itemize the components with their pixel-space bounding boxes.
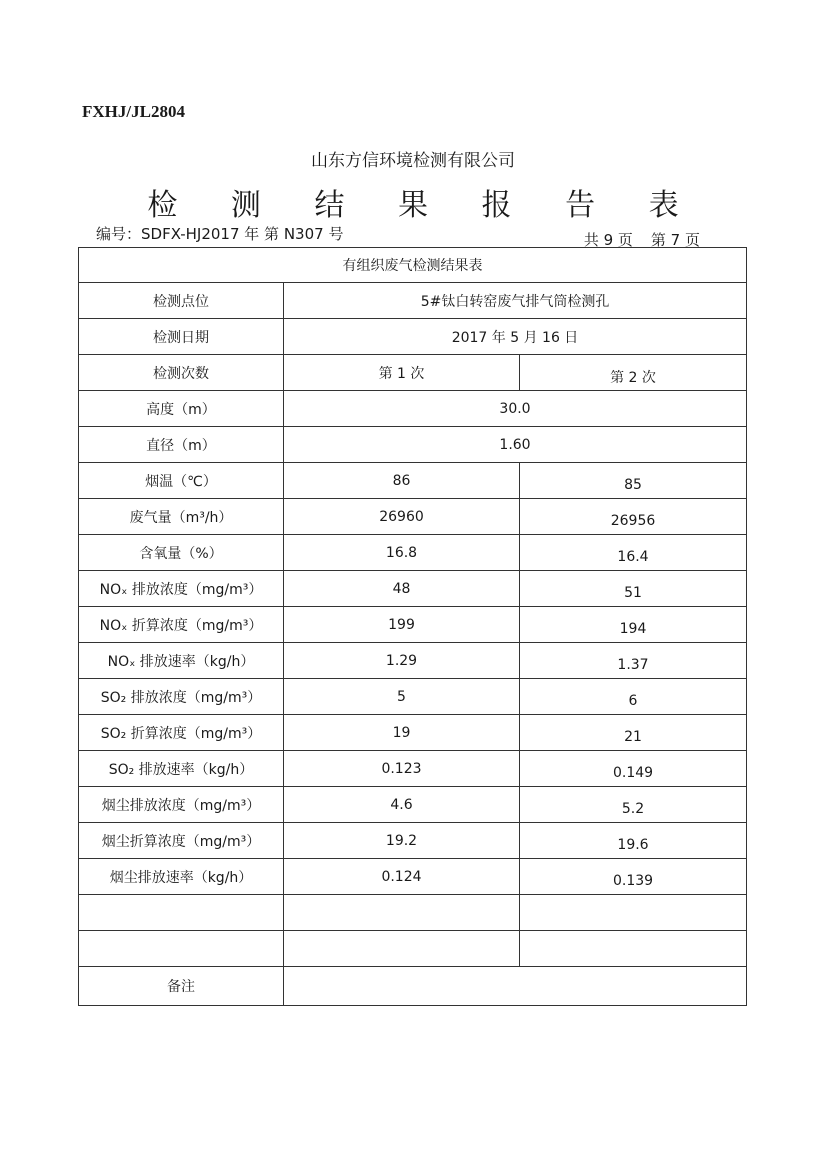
table-row xyxy=(79,283,747,319)
row-label: SO₂ 折算浓度（mg/m³） xyxy=(79,715,284,751)
row-label: NOₓ 折算浓度（mg/m³） xyxy=(79,607,284,643)
table-row xyxy=(79,715,747,751)
row-label: 烟温（℃） xyxy=(79,463,284,499)
table-row xyxy=(79,679,747,715)
row-label: 含氧量（%） xyxy=(79,535,284,571)
row-value-2: 0.139 xyxy=(520,859,747,895)
diameter-label: 直径（m） xyxy=(79,427,284,463)
company-name: 山东方信环境检测有限公司 xyxy=(311,151,515,171)
empty-cell xyxy=(79,931,284,967)
row-value-2: 5.2 xyxy=(520,787,747,823)
height-label: 高度（m） xyxy=(79,391,284,427)
table-row xyxy=(79,643,747,679)
row-value-1: 26960 xyxy=(284,499,520,535)
empty-cell xyxy=(520,895,747,931)
date-label: 检测日期 xyxy=(79,319,284,355)
remark-value xyxy=(284,967,747,1006)
row-value-1: 199 xyxy=(284,607,520,643)
row-value-2: 6 xyxy=(520,679,747,715)
point-label: 检测点位 xyxy=(79,283,284,319)
table-row xyxy=(79,499,747,535)
row-label: SO₂ 排放浓度（mg/m³） xyxy=(79,679,284,715)
diameter-value: 1.60 xyxy=(284,427,747,463)
table-caption-row xyxy=(79,248,747,283)
table-row xyxy=(79,787,747,823)
table-row xyxy=(79,319,747,355)
row-label: SO₂ 排放速率（kg/h） xyxy=(79,751,284,787)
point-value: 5#钛白转窑废气排气筒检测孔 xyxy=(284,283,747,319)
page-title: 检 测 结 果 报 告 表 xyxy=(147,188,701,223)
table-row xyxy=(79,355,747,391)
table-row xyxy=(79,607,747,643)
times-label: 检测次数 xyxy=(79,355,284,391)
table-row xyxy=(79,751,747,787)
date-value: 2017 年 5 月 16 日 xyxy=(284,319,747,355)
row-value-1: 5 xyxy=(284,679,520,715)
row-value-1: 86 xyxy=(284,463,520,499)
row-value-2: 194 xyxy=(520,607,747,643)
row-value-1: 19.2 xyxy=(284,823,520,859)
row-value-1: 1.29 xyxy=(284,643,520,679)
row-value-2: 0.149 xyxy=(520,751,747,787)
table-row xyxy=(79,427,747,463)
page-current: 第 7 页 xyxy=(650,231,700,249)
row-value-2: 16.4 xyxy=(520,535,747,571)
row-value-1: 19 xyxy=(284,715,520,751)
table-row xyxy=(79,391,747,427)
row-value-1: 0.123 xyxy=(284,751,520,787)
remark-row xyxy=(79,967,747,1006)
row-value-2: 85 xyxy=(520,463,747,499)
table-row xyxy=(79,859,747,895)
row-label: 烟尘排放速率（kg/h） xyxy=(79,859,284,895)
report-number: 编号：SDFX-HJ2017 年 第 N307 号 xyxy=(96,225,344,243)
row-value-1: 48 xyxy=(284,571,520,607)
row-value-2: 51 xyxy=(520,571,747,607)
row-label: 废气量（m³/h） xyxy=(79,499,284,535)
empty-cell xyxy=(520,931,747,967)
table-row xyxy=(79,535,747,571)
table-row xyxy=(79,571,747,607)
empty-cell xyxy=(79,895,284,931)
remark-label: 备注 xyxy=(79,967,284,1006)
row-label: NOₓ 排放速率（kg/h） xyxy=(79,643,284,679)
pages-total: 共 9 页 xyxy=(583,231,633,249)
row-value-2: 26956 xyxy=(520,499,747,535)
row-label: 烟尘折算浓度（mg/m³） xyxy=(79,823,284,859)
empty-row xyxy=(79,895,747,931)
height-value: 30.0 xyxy=(284,391,747,427)
table-row xyxy=(79,463,747,499)
empty-cell xyxy=(284,895,520,931)
row-value-2: 21 xyxy=(520,715,747,751)
row-value-1: 16.8 xyxy=(284,535,520,571)
document-code: FXHJ/JL2804 xyxy=(82,102,185,121)
empty-row xyxy=(79,931,747,967)
table-row xyxy=(79,823,747,859)
times-1: 第 1 次 xyxy=(284,355,520,391)
row-value-2: 1.37 xyxy=(520,643,747,679)
empty-cell xyxy=(284,931,520,967)
row-value-1: 4.6 xyxy=(284,787,520,823)
row-label: 烟尘排放浓度（mg/m³） xyxy=(79,787,284,823)
times-2: 第 2 次 xyxy=(520,355,747,391)
table-caption: 有组织废气检测结果表 xyxy=(79,248,747,283)
row-value-1: 0.124 xyxy=(284,859,520,895)
result-table xyxy=(78,247,747,1006)
row-label: NOₓ 排放浓度（mg/m³） xyxy=(79,571,284,607)
row-value-2: 19.6 xyxy=(520,823,747,859)
